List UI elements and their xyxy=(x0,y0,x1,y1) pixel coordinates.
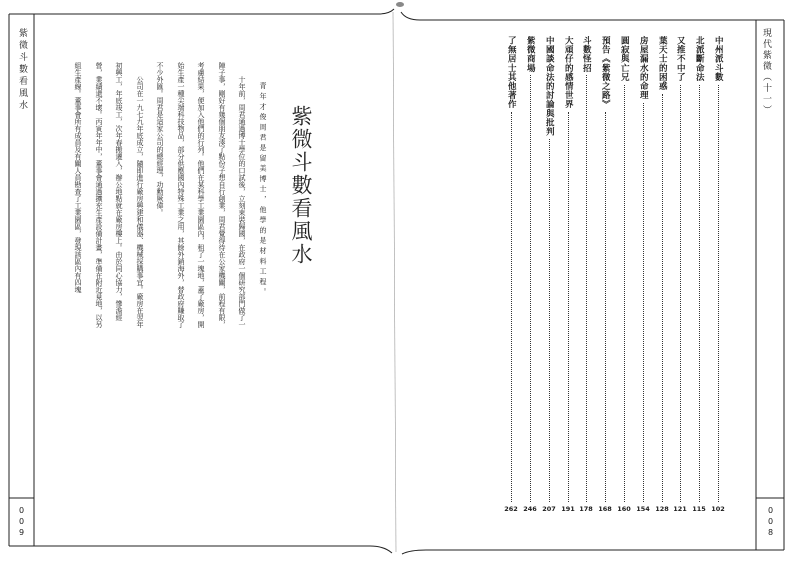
toc-entry-title: 大頑仔的感情世界 xyxy=(563,36,574,109)
toc-entry-title: 葉天士的困惑 xyxy=(657,36,668,91)
toc-leader xyxy=(586,75,587,501)
toc-entry xyxy=(692,36,706,512)
body-text-column: 十年前，周君通過博士學位的口試後，立刻束裝歸國，在政府一個研究部門做了一 xyxy=(238,76,246,328)
toc-page-number: 121 xyxy=(673,504,687,513)
toc-entry-title: 紫微商場 xyxy=(525,36,536,73)
body-text-column: 初興工，年底竣工，次年春搬遷入，辦公地點就在廠房樓上。由於同心協力，慘澹經 xyxy=(115,62,123,321)
toc-page-number: 115 xyxy=(692,504,706,513)
toc-leader xyxy=(680,85,681,502)
chapter-title: 紫微斗數看風水 xyxy=(289,105,313,266)
body-text-column: 公司在一九七九年底成立，隨即進行廠房興建和儀器、機械採購事宜。廠房在翌年 xyxy=(136,76,144,328)
toc-entry xyxy=(579,36,593,512)
left-running-title: 紫微斗數看風水 xyxy=(17,28,27,112)
body-text-column: 營，業績還不壞。丙寅年年中，董事會通過擴充生產設備計畫，準備在附近覓地，以另 xyxy=(95,62,103,328)
body-text-column: 不少外匯。周君是這家公司的總經理，功勳厥偉。 xyxy=(156,62,164,216)
toc-entry-title: 中國談命法的討論與批判 xyxy=(544,36,555,137)
toc-page-number: 168 xyxy=(598,504,612,513)
toc-entry xyxy=(636,36,650,512)
toc-entry-title: 房屋漏水的命理 xyxy=(638,36,649,100)
body-text-column: 青年才俊周君是留美博士，他學的是材料工程。 xyxy=(259,82,267,299)
toc-leader xyxy=(662,94,663,502)
toc-entry-title: 圓寂與亡兄 xyxy=(619,36,630,82)
right-page-number: 008 xyxy=(766,506,775,539)
body-text-column: 陣子事，剛好有幾個朋友湊了點份子想自行創業，周君覺得待在公家機關，前程有限， xyxy=(218,62,226,328)
toc-page-number: 191 xyxy=(561,504,575,513)
toc-entry-title: 斗數怪招 xyxy=(581,36,592,73)
left-page-number: 009 xyxy=(17,506,26,539)
toc-entry-title: 預告《紫微之路》 xyxy=(600,36,611,109)
toc-leader xyxy=(624,85,625,502)
toc-page-number: 128 xyxy=(655,504,669,513)
toc-page-number: 262 xyxy=(504,504,518,513)
toc-leader xyxy=(568,112,569,502)
toc-entry xyxy=(673,36,687,512)
toc-entry xyxy=(711,36,725,512)
toc-entry xyxy=(617,36,631,512)
toc-entry-title: 了無居士其他著作 xyxy=(506,36,517,109)
toc-page-number: 178 xyxy=(579,504,593,513)
toc-entry xyxy=(523,36,537,512)
toc-leader xyxy=(718,85,719,502)
toc-leader xyxy=(699,85,700,502)
toc-entry xyxy=(504,36,518,512)
body-text-column: 始生產一種尖端科技物品，部分供應國內特殊工業之用，其餘外銷海外，替政府賺取了 xyxy=(177,62,185,328)
body-text-column: 組生產線。董事會所有成員及有關人員勘查了工業園區，發現該區內有四塊 xyxy=(74,62,82,293)
toc-page-number: 154 xyxy=(636,504,650,513)
toc-page-number: 102 xyxy=(711,504,725,513)
toc-page-number: 207 xyxy=(542,504,556,513)
toc-leader xyxy=(511,112,512,502)
toc-page-number: 160 xyxy=(617,504,631,513)
toc-leader xyxy=(643,103,644,502)
body-text-column: 考慮結果，便加入他們的行列。他們在某科學工業園區內，租了一塊地，蓋了廠房，開 xyxy=(197,62,205,328)
toc-entry xyxy=(561,36,575,512)
toc-entry-title: 北派斷命法 xyxy=(694,36,705,82)
toc-entry xyxy=(655,36,669,512)
toc-entry xyxy=(542,36,556,512)
toc-entry-title: 又推不中了 xyxy=(675,36,686,82)
toc-leader xyxy=(530,75,531,501)
scan-speck xyxy=(396,2,404,7)
toc-entry-title: 中州派斗數 xyxy=(713,36,724,82)
toc-leader xyxy=(549,139,550,501)
right-running-title: 現代紫微（十一） xyxy=(761,28,771,116)
toc-page-number: 246 xyxy=(523,504,537,513)
toc-entry xyxy=(598,36,612,512)
toc-leader xyxy=(605,112,606,502)
